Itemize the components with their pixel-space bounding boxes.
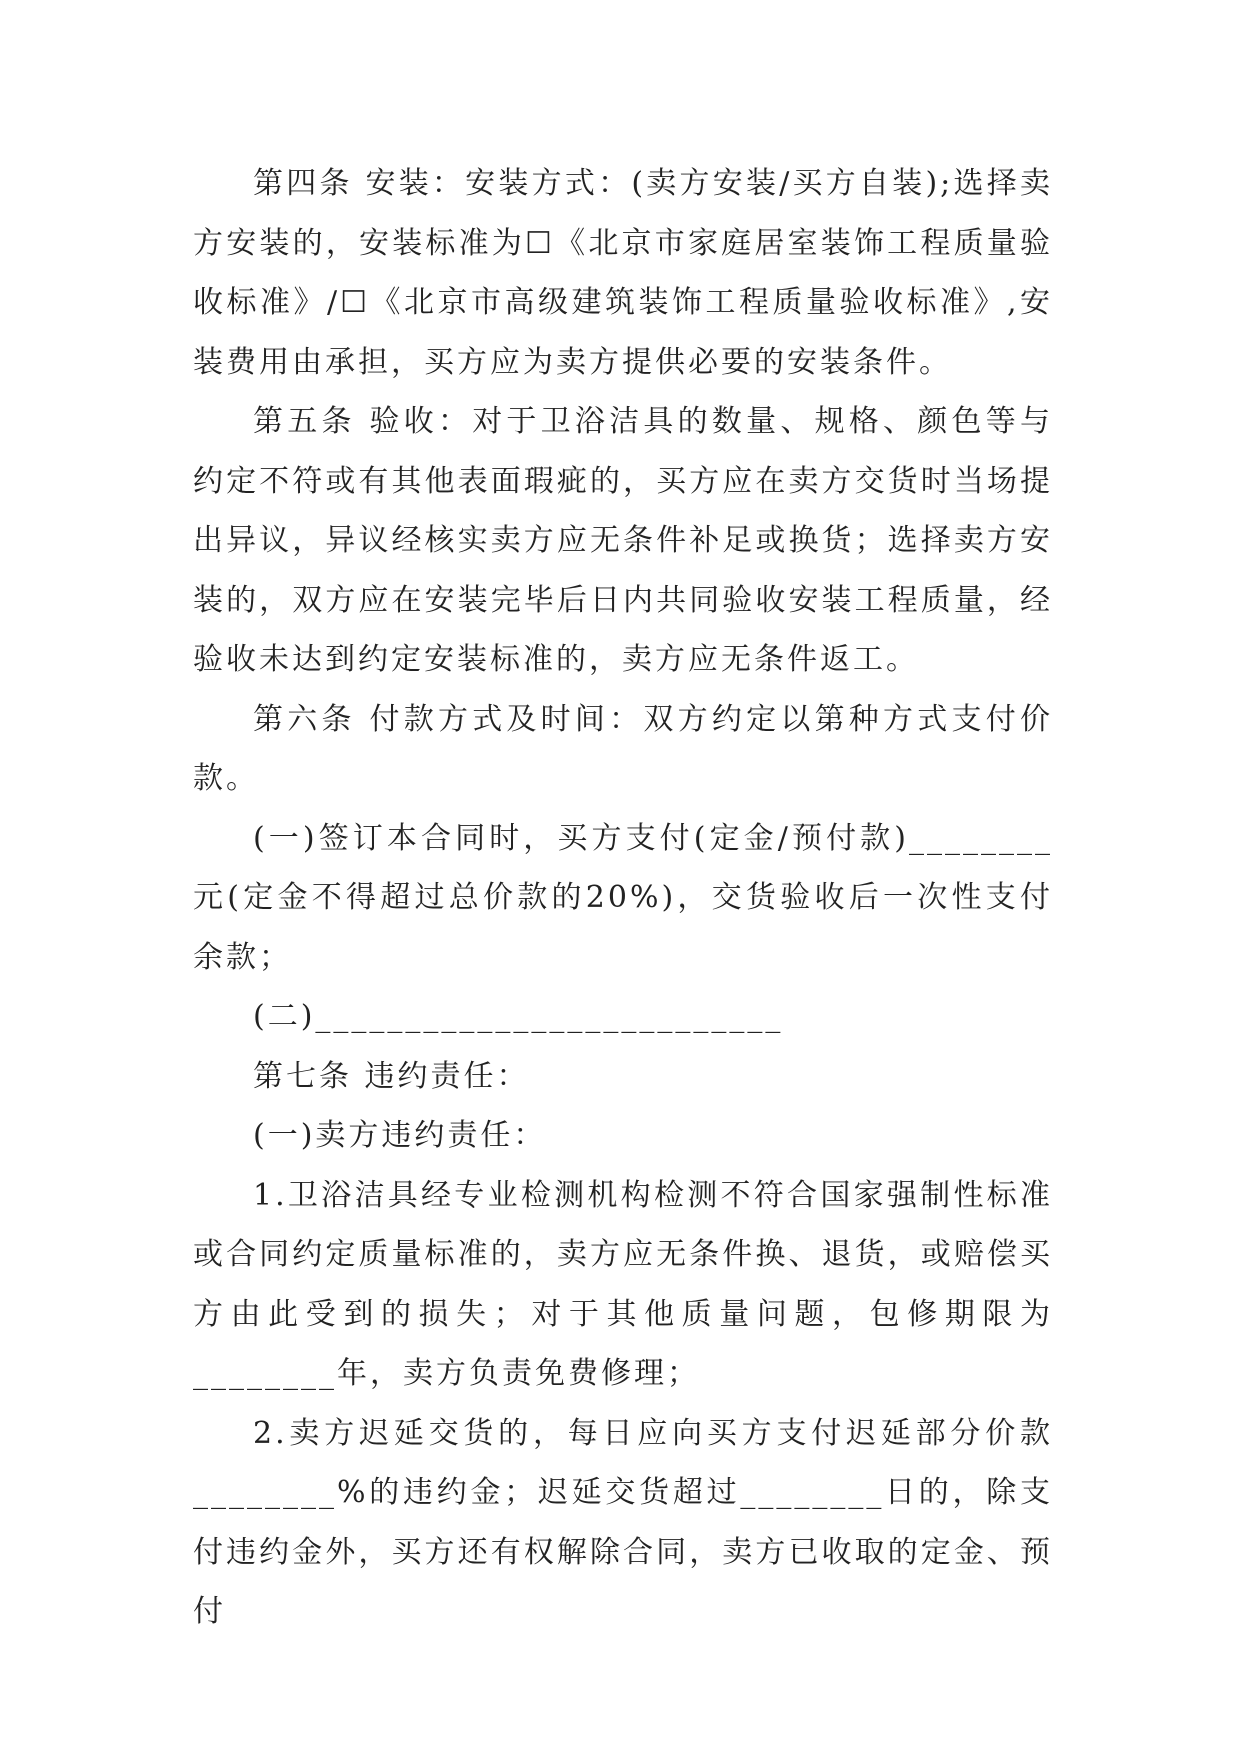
seller-liability-item-2: 2.卖方迟延交货的，每日应向买方支付迟延部分价款________%的违约金；迟延交货超过________日的，除支付违约金外，买方还有权解除合同，卖方已收取的定金、预付 [193,1415,1053,1629]
article-5-acceptance: 第五条 验收：对于卫浴洁具的数量、规格、颜色等与约定不符或有其他表面瑕疵的，买方应在卖方交货时当场提出异议，异议经核实卖方应无条件补足或换货；选择卖方安装的，双方应在安装完毕后日内共同验收安装工程质量，经验收未达到约定安装标准的，卖方应无条件返工。 [193,404,1053,677]
article-7-liability: 第七条 违约责任： [253,1058,530,1094]
document-page [193,154,1053,1642]
payment-option-1: (一)签订本合同时，买方支付(定金/预付款)________元(定金不得超过总价款的20%)，交货验收后一次性支付余款； [193,820,1053,975]
article-6-payment: 第六条 付款方式及时间：双方约定以第种方式支付价款。 [193,701,1053,796]
payment-option-2: (二)__________________________ [253,999,784,1034]
seller-liability-item-1: 1.卫浴洁具经专业检测机构检测不符合国家强制性标准或合同约定质量标准的，卖方应无条件换、退货，或赔偿买方由此受到的损失；对于其他质量问题，包修期限为________年，卖方负责免费修理； [193,1177,1053,1391]
article-4-installation: 第四条 安装：安装方式：(卖方安装/买方自装);选择卖方安装的，安装标准为☐《北京市家庭居室装饰工程质量验收标准》/☐《北京市高级建筑装饰工程质量验收标准》,安装费用由承担，买方应为卖方提供必要的安装条件。 [193,166,1053,380]
seller-liability-heading: (一)卖方违约责任： [253,1118,547,1153]
